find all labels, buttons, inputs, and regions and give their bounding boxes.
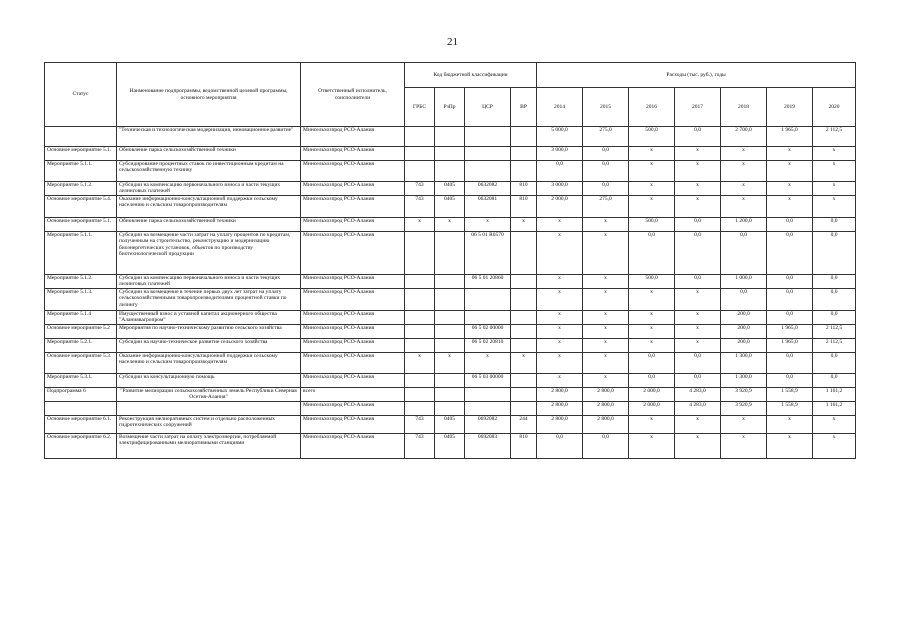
year-header: 2015	[583, 88, 629, 127]
year-value-cell: х	[813, 434, 856, 459]
status-cell: Основное мероприятие 6.1.	[45, 416, 117, 434]
executor-cell: Минсельхозпрод РСО-Алания	[301, 147, 405, 161]
year-value-cell: 0,0	[629, 374, 675, 388]
year-value-cell: 0,0	[813, 289, 856, 311]
year-value-cell: 0,0	[813, 232, 856, 275]
year-value-cell: х	[675, 161, 721, 182]
budget-table	[44, 62, 856, 459]
csr-cell	[465, 289, 511, 311]
vr-cell	[511, 402, 537, 416]
code-header: ГРБС	[405, 88, 435, 127]
executor-cell: Минсельхозпрод РСО-Алания	[301, 289, 405, 311]
rzpr-cell: 0405	[435, 182, 465, 196]
year-value-cell: 1 558,9	[767, 402, 813, 416]
year-value-cell: 2 112,5	[813, 127, 856, 147]
table-row	[45, 353, 856, 374]
code-header: ЦСР	[465, 88, 511, 127]
year-value-cell: х	[629, 416, 675, 434]
year-value-cell: 0,0	[583, 161, 629, 182]
grbs-cell	[405, 147, 435, 161]
year-value-cell: х	[675, 339, 721, 353]
csr-cell: 06 5 01 20860	[465, 275, 511, 289]
vr-cell	[511, 147, 537, 161]
status-cell: Мероприятие 5.1.1.	[45, 161, 117, 182]
table-row	[45, 289, 856, 311]
year-value-cell: 1 558,9	[767, 388, 813, 402]
year-value-cell: х	[629, 339, 675, 353]
vr-cell: х	[511, 353, 537, 374]
year-value-cell: 0,0	[583, 147, 629, 161]
year-header: 2018	[721, 88, 767, 127]
table-row	[45, 147, 856, 161]
year-value-cell: 0,0	[767, 353, 813, 374]
year-value-cell: 0,0	[813, 374, 856, 388]
vr-cell	[511, 289, 537, 311]
name-cell: Оказание информационно-консультационной поддержки сельскому населению и сельским товаропроизводителям	[117, 353, 301, 374]
status-cell: Мероприятие 5.1.4	[45, 311, 117, 325]
name-cell: Обновление парка сельскохозяйственной техники	[117, 218, 301, 232]
year-value-cell: 275,0	[583, 196, 629, 218]
year-value-cell: 2 112,5	[813, 325, 856, 339]
status-cell	[45, 127, 117, 147]
year-value-cell: х	[675, 325, 721, 339]
year-value-cell: 200,0	[721, 325, 767, 339]
year-value-cell: х	[767, 161, 813, 182]
year-value-cell: х	[583, 275, 629, 289]
year-header: 2017	[675, 88, 721, 127]
year-value-cell: х	[675, 434, 721, 459]
year-value-cell: 0,0	[629, 353, 675, 374]
year-value-cell: 0,0	[813, 311, 856, 325]
rzpr-cell	[435, 161, 465, 182]
vr-cell	[511, 339, 537, 353]
year-value-cell: 1 965,0	[767, 339, 813, 353]
name-cell: Субсидии на компенсацию первоначального взноса и части текущих лизинговых платежей	[117, 275, 301, 289]
year-value-cell: 2 800,0	[537, 402, 583, 416]
year-value-cell: х	[813, 182, 856, 196]
year-value-cell: 500,0	[629, 275, 675, 289]
year-value-cell: х	[721, 182, 767, 196]
executor-header: Ответственный исполнитель, соисполнители	[301, 63, 405, 127]
grbs-cell	[405, 127, 435, 147]
year-value-cell: х	[767, 434, 813, 459]
vr-cell	[511, 232, 537, 275]
grbs-cell: 743	[405, 416, 435, 434]
page-number: 21	[447, 36, 458, 48]
year-value-cell: х	[537, 218, 583, 232]
grbs-cell	[405, 275, 435, 289]
executor-cell: Минсельхозпрод РСО-Алания	[301, 353, 405, 374]
csr-cell: х	[465, 218, 511, 232]
rzpr-cell: х	[435, 353, 465, 374]
rzpr-cell	[435, 127, 465, 147]
name-cell: "Техническая и технологическая модернизация, инновационное развитие"	[117, 127, 301, 147]
csr-cell: 0692082	[465, 416, 511, 434]
year-value-cell: х	[583, 325, 629, 339]
grbs-cell: 743	[405, 182, 435, 196]
year-value-cell: 3 920,9	[721, 388, 767, 402]
table-row	[45, 416, 856, 434]
year-value-cell: 4 283,0	[675, 388, 721, 402]
executor-cell: Минсельхозпрод РСО-Алания	[301, 161, 405, 182]
expenses-header: Расходы (тыс. руб.), годы	[537, 63, 856, 88]
name-cell: Субсидии на возмещение части затрат на уплату процентов по кредитам, полученным на строительство, реконструкцию и модернизацию биоэнергетических установок, объектов по производству биотехнологической продукции	[117, 232, 301, 275]
year-value-cell: 0,0	[767, 289, 813, 311]
budget-table-body	[45, 127, 856, 459]
year-value-cell: 3 000,0	[537, 147, 583, 161]
year-value-cell: 2 000,0	[629, 402, 675, 416]
table-row	[45, 218, 856, 232]
year-value-cell: 0,0	[629, 232, 675, 275]
csr-cell: 06 5 02 20810	[465, 339, 511, 353]
name-cell: Субсидии на консультационную помощь	[117, 374, 301, 388]
table-row	[45, 232, 856, 275]
vr-cell: 810	[511, 182, 537, 196]
year-value-cell: 0,0	[767, 311, 813, 325]
year-value-cell: 4 283,0	[675, 402, 721, 416]
year-value-cell: 1 161,2	[813, 402, 856, 416]
status-cell: Мероприятие 5.1.3.	[45, 289, 117, 311]
year-header: 2016	[629, 88, 675, 127]
table-row	[45, 275, 856, 289]
executor-cell: Минсельхозпрод РСО-Алания	[301, 127, 405, 147]
grbs-cell	[405, 402, 435, 416]
year-value-cell: 1 161,2	[813, 388, 856, 402]
rzpr-cell	[435, 311, 465, 325]
year-value-cell: 2 800,0	[537, 416, 583, 434]
year-value-cell: 0,0	[675, 218, 721, 232]
year-value-cell: х	[629, 434, 675, 459]
csr-cell: 0632082	[465, 182, 511, 196]
status-cell: Основное мероприятие 5.4.	[45, 196, 117, 218]
year-value-cell: 0,0	[813, 275, 856, 289]
year-value-cell: х	[629, 182, 675, 196]
year-value-cell: 0,0	[767, 218, 813, 232]
status-cell	[45, 402, 117, 416]
executor-cell: Минсельхозпрод РСО-Алания	[301, 434, 405, 459]
year-value-cell: 0,0	[813, 218, 856, 232]
grbs-cell	[405, 232, 435, 275]
executor-cell: Минсельхозпрод РСО-Алания	[301, 339, 405, 353]
year-value-cell: х	[629, 196, 675, 218]
executor-cell: Минсельхозпрод РСО-Алания	[301, 374, 405, 388]
rzpr-cell	[435, 374, 465, 388]
year-value-cell: 1 200,0	[721, 218, 767, 232]
name-cell: Оказание информационно-консультационной поддержки сельскому населению и сельским товаропроизводителям	[117, 196, 301, 218]
name-cell: Возмещение части затрат на оплату электроэнергии, потребляемой электрифицированными мелиоративными станциями	[117, 434, 301, 459]
grbs-cell: х	[405, 353, 435, 374]
year-value-cell: 500,0	[629, 218, 675, 232]
year-value-cell: 0,0	[675, 232, 721, 275]
rzpr-cell	[435, 339, 465, 353]
name-cell: Имущественный взнос в уставной капитал акционерного общества "Аланиявагропром"	[117, 311, 301, 325]
year-value-cell: 0,0	[721, 289, 767, 311]
year-value-cell: х	[675, 289, 721, 311]
executor-cell: Минсельхозпрод РСО-Алания	[301, 402, 405, 416]
vr-cell	[511, 325, 537, 339]
vr-cell: х	[511, 218, 537, 232]
grbs-cell	[405, 339, 435, 353]
status-cell: Мероприятие 5.1.1.	[45, 232, 117, 275]
executor-cell: Минсельхозпрод РСО-Алания	[301, 218, 405, 232]
year-value-cell: 0,0	[675, 127, 721, 147]
grbs-cell: 743	[405, 196, 435, 218]
status-cell: Мероприятие 5.2.1.	[45, 339, 117, 353]
vr-cell	[511, 161, 537, 182]
year-value-cell: х	[813, 161, 856, 182]
status-cell: Основное мероприятие 6.2.	[45, 434, 117, 459]
table-row	[45, 196, 856, 218]
year-value-cell: 2 800,0	[537, 388, 583, 402]
table-row	[45, 374, 856, 388]
name-cell: Реконструкция мелиоративных систем и отдельно расположенных гидротехнических сооружений	[117, 416, 301, 434]
year-value-cell: 2 000,0	[629, 388, 675, 402]
status-cell: Основное мероприятие 5.1.	[45, 147, 117, 161]
csr-cell: 0692083	[465, 434, 511, 459]
year-value-cell: 5 000,0	[537, 127, 583, 147]
grbs-cell	[405, 374, 435, 388]
year-value-cell: 0,0	[583, 434, 629, 459]
status-cell: Основное мероприятие 5.3.	[45, 353, 117, 374]
vr-cell: 810	[511, 434, 537, 459]
rzpr-cell	[435, 289, 465, 311]
grbs-cell	[405, 311, 435, 325]
year-value-cell: х	[767, 416, 813, 434]
year-value-cell: х	[675, 147, 721, 161]
year-value-cell: 275,0	[583, 127, 629, 147]
rzpr-cell: 0405	[435, 434, 465, 459]
name-cell: Мероприятия по научно-техническому развитию сельского хозяйства	[117, 325, 301, 339]
executor-cell: Минсельхозпрод РСО-Алания	[301, 325, 405, 339]
year-value-cell: х	[537, 289, 583, 311]
csr-cell: 0632081	[465, 196, 511, 218]
year-value-cell: 0,0	[767, 275, 813, 289]
code-header: РзПр	[435, 88, 465, 127]
table-row	[45, 388, 856, 402]
name-header: Наименование подпрограммы, ведомственной целевой программы, основного мероприятия	[117, 63, 301, 127]
table-row	[45, 127, 856, 147]
year-value-cell: х	[537, 339, 583, 353]
year-value-cell: х	[537, 353, 583, 374]
rzpr-cell	[435, 325, 465, 339]
csr-cell: 06 5 02 00000	[465, 325, 511, 339]
csr-cell	[465, 402, 511, 416]
year-value-cell: 0,0	[813, 353, 856, 374]
year-value-cell: х	[813, 416, 856, 434]
year-value-cell: х	[721, 147, 767, 161]
name-cell: Субсидии на научно-техническое развитие сельского хозяйства	[117, 339, 301, 353]
year-value-cell: х	[583, 289, 629, 311]
year-value-cell: 0,0	[537, 434, 583, 459]
year-value-cell: х	[813, 196, 856, 218]
year-value-cell: х	[813, 147, 856, 161]
status-cell: Мероприятие 5.3.1.	[45, 374, 117, 388]
year-value-cell: 3 000,0	[537, 182, 583, 196]
name-cell: "Развитие мелиорации сельскохозяйственных земель Республики Северная Осетия-Алания"	[117, 388, 301, 402]
table-row	[45, 339, 856, 353]
csr-cell	[465, 127, 511, 147]
year-value-cell: 1 300,0	[721, 353, 767, 374]
year-header: 2020	[813, 88, 856, 127]
table-row	[45, 325, 856, 339]
vr-cell: 244	[511, 416, 537, 434]
year-value-cell: 2 800,0	[583, 388, 629, 402]
year-value-cell: х	[629, 147, 675, 161]
csr-cell	[465, 388, 511, 402]
table-row	[45, 311, 856, 325]
name-cell: Субсидирование процентных ставок по инвестиционным кредитам на сельскохозяйственную технику	[117, 161, 301, 182]
csr-cell: 06 5 01 R0570	[465, 232, 511, 275]
vr-cell	[511, 388, 537, 402]
year-value-cell: 0,0	[675, 353, 721, 374]
year-value-cell: 3 920,9	[721, 402, 767, 416]
vr-cell	[511, 311, 537, 325]
code-header: ВР	[511, 88, 537, 127]
year-value-cell: 2 800,0	[583, 402, 629, 416]
year-value-cell: 200,0	[721, 311, 767, 325]
table-row	[45, 161, 856, 182]
rzpr-cell	[435, 388, 465, 402]
year-value-cell: х	[537, 311, 583, 325]
name-cell: Субсидии на компенсацию первоначального взноса и части текущих лизинговых платежей	[117, 182, 301, 196]
executor-cell: Минсельхозпрод РСО-Алания	[301, 196, 405, 218]
year-value-cell: 500,0	[629, 127, 675, 147]
year-value-cell: х	[583, 311, 629, 325]
grbs-cell	[405, 388, 435, 402]
status-cell: Мероприятие 5.1.2.	[45, 182, 117, 196]
status-header: Статус	[45, 63, 117, 127]
year-value-cell: х	[583, 232, 629, 275]
year-value-cell: х	[767, 147, 813, 161]
executor-cell: Минсельхозпрод РСО-Алания	[301, 275, 405, 289]
year-value-cell: х	[721, 416, 767, 434]
year-value-cell: х	[583, 374, 629, 388]
status-cell: Подпрограмма 6	[45, 388, 117, 402]
year-value-cell: х	[721, 161, 767, 182]
year-value-cell: 0,0	[675, 275, 721, 289]
year-value-cell: х	[629, 161, 675, 182]
budget-code-header: Код бюджетной классификации	[405, 63, 537, 88]
year-value-cell: 0,0	[675, 374, 721, 388]
year-value-cell: 2 700,0	[721, 127, 767, 147]
grbs-cell	[405, 161, 435, 182]
executor-cell: Минсельхозпрод РСО-Алания	[301, 416, 405, 434]
year-header: 2019	[767, 88, 813, 127]
table-row	[45, 402, 856, 416]
year-header: 2014	[537, 88, 583, 127]
csr-cell	[465, 311, 511, 325]
name-cell	[117, 402, 301, 416]
year-value-cell: х	[767, 196, 813, 218]
rzpr-cell: 0405	[435, 196, 465, 218]
year-value-cell: х	[629, 289, 675, 311]
year-value-cell: 200,0	[721, 339, 767, 353]
rzpr-cell: х	[435, 218, 465, 232]
year-value-cell: 1 000,0	[721, 275, 767, 289]
year-value-cell: 0,0	[721, 232, 767, 275]
executor-cell: Минсельхозпрод РСО-Алания	[301, 182, 405, 196]
year-value-cell: х	[675, 311, 721, 325]
year-value-cell: х	[629, 325, 675, 339]
year-value-cell: х	[675, 182, 721, 196]
year-value-cell: 0,0	[767, 374, 813, 388]
vr-cell	[511, 275, 537, 289]
grbs-cell: х	[405, 218, 435, 232]
status-cell: Мероприятие 5.1.2.	[45, 275, 117, 289]
grbs-cell: 743	[405, 434, 435, 459]
name-cell: Субсидии на возмещение в течение первых двух лет затрат на уплату сельскохозяйственными товаропроизводителями процентной ставки по лизингу	[117, 289, 301, 311]
year-value-cell: х	[583, 353, 629, 374]
year-value-cell: х	[675, 196, 721, 218]
rzpr-cell	[435, 147, 465, 161]
executor-cell: Минсельхозпрод РСО-Алания	[301, 232, 405, 275]
executor-cell: всего	[301, 388, 405, 402]
csr-cell	[465, 161, 511, 182]
year-value-cell: х	[675, 416, 721, 434]
year-value-cell: х	[537, 275, 583, 289]
rzpr-cell	[435, 232, 465, 275]
status-cell: Основное мероприятие 5.2	[45, 325, 117, 339]
year-value-cell: 0,0	[583, 182, 629, 196]
status-cell: Основное мероприятие 5.1.	[45, 218, 117, 232]
vr-cell: 810	[511, 196, 537, 218]
year-value-cell: х	[721, 196, 767, 218]
year-value-cell: х	[537, 374, 583, 388]
executor-cell: Минсельхозпрод РСО-Алания	[301, 311, 405, 325]
vr-cell	[511, 127, 537, 147]
year-value-cell: 1 965,0	[767, 325, 813, 339]
year-value-cell: 2 112,5	[813, 339, 856, 353]
year-value-cell: 2 000,0	[537, 196, 583, 218]
year-value-cell: 0,0	[767, 232, 813, 275]
table-row	[45, 182, 856, 196]
year-value-cell: х	[721, 434, 767, 459]
year-value-cell: х	[583, 218, 629, 232]
rzpr-cell: 0405	[435, 416, 465, 434]
year-value-cell: 0,0	[537, 161, 583, 182]
year-value-cell: 2 800,0	[583, 416, 629, 434]
grbs-cell	[405, 289, 435, 311]
csr-cell: х	[465, 353, 511, 374]
year-value-cell: х	[583, 339, 629, 353]
rzpr-cell	[435, 402, 465, 416]
grbs-cell	[405, 325, 435, 339]
name-cell: Обновление парка сельскохозяйственной техники	[117, 147, 301, 161]
year-value-cell: 1 965,0	[767, 127, 813, 147]
year-value-cell: х	[537, 232, 583, 275]
vr-cell	[511, 374, 537, 388]
rzpr-cell	[435, 275, 465, 289]
year-value-cell: 1 300,0	[721, 374, 767, 388]
csr-cell	[465, 147, 511, 161]
year-value-cell: х	[767, 182, 813, 196]
year-value-cell: х	[629, 311, 675, 325]
table-row	[45, 434, 856, 459]
year-value-cell: х	[537, 325, 583, 339]
csr-cell: 06 5 03 00000	[465, 374, 511, 388]
